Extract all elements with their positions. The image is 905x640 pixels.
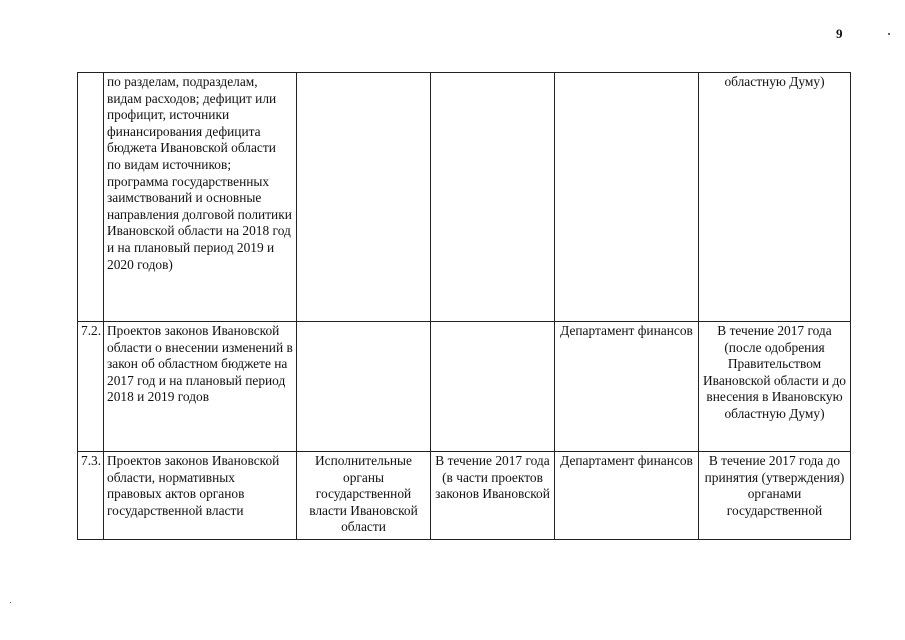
row-deadline: В течение 2017 года до принятия (утверждения) органами государственной [699,452,851,540]
row-deadline: областную Думу) [699,73,851,322]
row-subject: по разделам, подразделам, видам расходов; дефицит или профицит, источники финансирования дефицита бюджета Ивановской области по видам источников; программа государственных заимствований и основные направления долговой политики Ивановской области на 2018 год и на плановый период 2019 и 2020 годов) [104,73,297,322]
row-executors [297,322,431,452]
scan-speck [10,602,11,603]
row-subject: Проектов законов Ивановской области, нормативных правовых актов органов государственной власти [104,452,297,540]
scan-speck [888,33,890,35]
row-number: 7.2. [78,322,104,452]
row-department: Департамент финансов [555,452,699,540]
table-row [78,73,851,322]
row-deadline: В течение 2017 года (после одобрения Правительством Ивановской области и до внесения в Ивановскую областную Думу) [699,322,851,452]
row-number [78,73,104,322]
row-term [431,322,555,452]
row-executors [297,73,431,322]
row-term: В течение 2017 года (в части проектов законов Ивановской [431,452,555,540]
table-row [78,452,851,540]
table-row [78,322,851,452]
row-executors: Исполнительные органы государственной власти Ивановской области [297,452,431,540]
row-number: 7.3. [78,452,104,540]
page-number: 9 [836,26,843,41]
row-department [555,73,699,322]
row-subject: Проектов законов Ивановской области о внесении изменений в закон об областном бюджете на 2017 год и на плановый период 2018 и 2019 годов [104,322,297,452]
row-term [431,73,555,322]
row-department: Департамент финансов [555,322,699,452]
plan-table [77,72,851,540]
